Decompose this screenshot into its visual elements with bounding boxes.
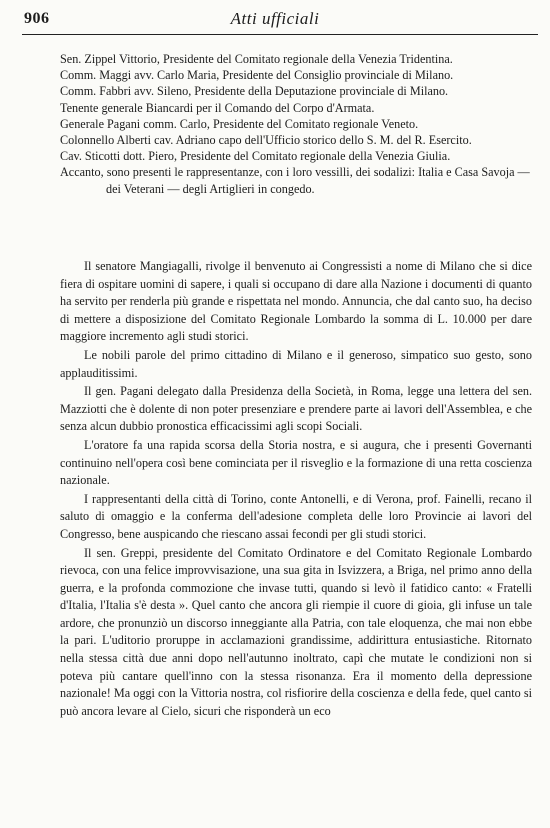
attendee-entry: Cav. Sticotti dott. Piero, Presidente del Comitato regionale della Venezia Giulia. (60, 149, 451, 164)
attendee-entry: Comm. Fabbri avv. Sileno, Presidente della Deputazione provinciale di Milano. (60, 84, 449, 99)
attendee-entry: Comm. Maggi avv. Carlo Maria, Presidente del Consiglio provinciale di Milano. (60, 68, 454, 83)
body-text (60, 258, 532, 721)
paragraph: Il sen. Greppi, presidente del Comitato Ordinatore e del Comitato Regionale Lombardo rievoca, con una felice improvvisazione, una sua gita in Isvizzera, a Briga, nel primo anno della guerra, e la profonda commozione che invase tutti, quando si levò il fatidico canto: « Fratelli d'Italia, l'Italia s'è desta ». Quel canto che ancora gli riempie il cuore di gioia, gli infuse un tale ardore, che pronunziò un discorso inneggiante alla Patria, con tale eloquenza, che mai non ebbe la pari. L'uditorio proruppe in acclamazioni grandissime, addirittura entusiastiche. Ritornato nella stessa città due anni dopo nell'autunno inoltrato, capì che mutate le condizioni non si poteva più cantare quell'inno con la stessa risonanza. Era il momento della depressione nazionale! Ma oggi con la Vittoria nostra, col risfiorire della coscienza e della fede, quel canto si può ancora levare al Cielo, sicuri che risponderà un eco (60, 545, 532, 718)
paragraph: L'oratore fa una rapida scorsa della Storia nostra, e si augura, che i presenti Governanti continuino nell'opera così bene cominciata per il risveglio e la formazione di una retta coscienza nazionale. (60, 437, 532, 488)
paragraph: I rappresentanti della città di Torino, conte Antonelli, e di Verona, prof. Fainelli, recano il saluto di omaggio e la conferma dell'adesione completa delle loro Provincie ai lavori del Congresso, bene auspicando che riescano assai fecondi per gli studi storici. (60, 491, 532, 541)
running-title: Atti ufficiali (230, 9, 320, 28)
attendee-entry: Colonnello Alberti cav. Adriano capo dell'Ufficio storico dello S. M. del R. Esercito. (60, 133, 472, 148)
paragraph: Il gen. Pagani delegato dalla Presidenza della Società, in Roma, legge una lettera del sen. Mazziotti che è dolente di non poter presenziare e prendere parte ai lavori dell'Assemblea, e che senza alcun dubbio pronostica efficacissimi agli scopi Sociali. (60, 384, 532, 434)
paragraph: Il senatore Mangiagalli, rivolge il benvenuto ai Congressisti a nome di Milano che si dice fiera di ospitare uomini di sapere, i quali si occupano di dare alla Nazione i documenti di quanto ha servito per renderla più grande e rispettata nel mondo. Annuncia, che dal canto suo, ha deciso di mettere a disposizione del Comitato Regionale Lombardo la somma di L. 10.000 per dare maggiore incremento agli studi storici. (60, 259, 532, 344)
attendee-entry: Sen. Zippel Vittorio, Presidente del Comitato regionale della Venezia Tridentina. (60, 52, 453, 66)
attendee-entry: Tenente generale Biancardi per il Comando del Corpo d'Armata. (60, 100, 375, 115)
page-number: 906 (24, 10, 50, 27)
attendee-entry: Accanto, sono presenti le rappresentanze, con i loro vessilli, dei sodalizi: Italia e Casa Savoja — dei Veterani — degli Artiglieri in congedo. (60, 165, 530, 196)
attendee-list (60, 51, 532, 197)
paragraph: Le nobili parole del primo cittadino di Milano e il generoso, simpatico suo gesto, sono applauditissimi. (60, 347, 532, 380)
attendee-entry: Generale Pagani comm. Carlo, Presidente del Comitato regionale Veneto. (60, 116, 419, 131)
header-rule (22, 34, 538, 35)
page-header (0, 0, 550, 40)
